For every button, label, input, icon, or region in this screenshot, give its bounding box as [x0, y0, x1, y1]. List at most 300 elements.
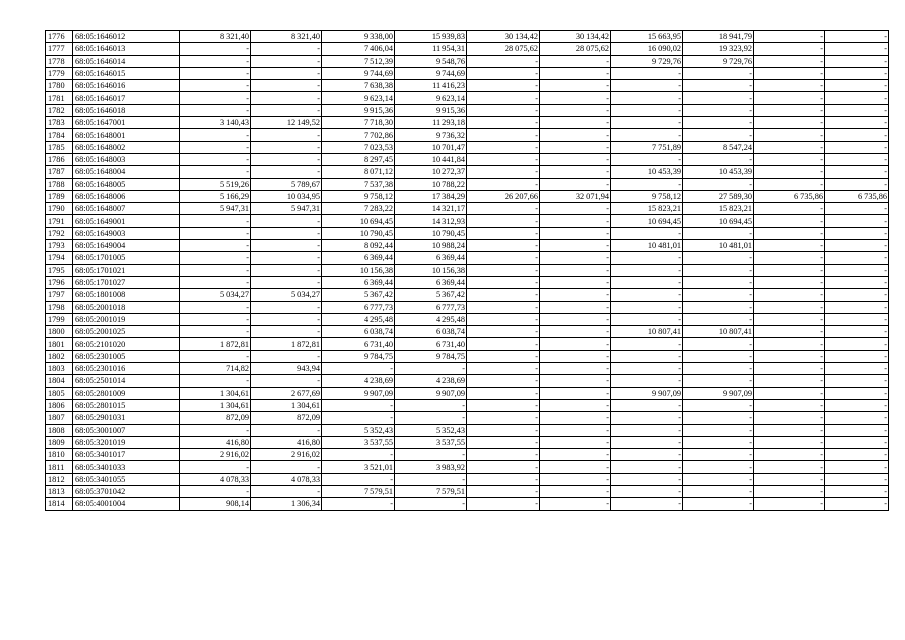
value-cell: -: [251, 424, 322, 436]
value-cell: -: [825, 326, 889, 338]
value-cell: -: [467, 375, 540, 387]
row-number-cell: 1777: [46, 43, 73, 55]
value-cell: 872,09: [251, 412, 322, 424]
cadastral-number-cell: 68:05:2901031: [73, 412, 180, 424]
row-number-cell: 1785: [46, 141, 73, 153]
value-cell: 2 677,69: [251, 387, 322, 399]
value-cell: 10 156,38: [395, 264, 467, 276]
value-cell: 14 312,93: [395, 215, 467, 227]
value-cell: -: [180, 227, 251, 239]
value-cell: -: [467, 117, 540, 129]
value-cell: -: [683, 424, 754, 436]
value-cell: -: [180, 485, 251, 497]
value-cell: 2 916,02: [180, 449, 251, 461]
table-row: [46, 485, 889, 497]
value-cell: 9 907,09: [611, 387, 683, 399]
value-cell: -: [540, 203, 611, 215]
value-cell: 5 367,42: [395, 289, 467, 301]
value-cell: -: [251, 252, 322, 264]
value-cell: -: [180, 80, 251, 92]
value-cell: -: [251, 67, 322, 79]
row-number-cell: 1782: [46, 104, 73, 116]
value-cell: 17 384,29: [395, 190, 467, 202]
table-row: [46, 67, 889, 79]
value-cell: -: [180, 141, 251, 153]
value-cell: -: [467, 387, 540, 399]
row-number-cell: 1795: [46, 264, 73, 276]
value-cell: -: [611, 153, 683, 165]
value-cell: -: [683, 227, 754, 239]
value-cell: -: [540, 424, 611, 436]
value-cell: -: [683, 485, 754, 497]
cadastral-number-cell: 68:05:1646012: [73, 31, 180, 43]
value-cell: 10 481,01: [683, 240, 754, 252]
value-cell: -: [611, 436, 683, 448]
table-row: [46, 215, 889, 227]
value-cell: -: [251, 55, 322, 67]
value-cell: 10 807,41: [611, 326, 683, 338]
row-number-cell: 1813: [46, 485, 73, 497]
row-number-cell: 1793: [46, 240, 73, 252]
value-cell: -: [611, 252, 683, 264]
value-cell: -: [825, 436, 889, 448]
value-cell: -: [825, 141, 889, 153]
table-row: [46, 412, 889, 424]
cadastral-number-cell: 68:05:2001018: [73, 301, 180, 313]
value-cell: -: [754, 80, 825, 92]
value-cell: -: [611, 399, 683, 411]
value-cell: -: [180, 166, 251, 178]
value-cell: -: [467, 485, 540, 497]
value-cell: -: [540, 92, 611, 104]
value-cell: -: [467, 301, 540, 313]
value-cell: -: [540, 240, 611, 252]
value-cell: 5 789,67: [251, 178, 322, 190]
value-cell: 6 369,44: [395, 276, 467, 288]
value-cell: -: [683, 473, 754, 485]
value-cell: 6 777,73: [395, 301, 467, 313]
value-cell: -: [467, 326, 540, 338]
value-cell: -: [467, 252, 540, 264]
value-cell: -: [467, 313, 540, 325]
value-cell: 4 078,33: [251, 473, 322, 485]
value-cell: -: [540, 485, 611, 497]
value-cell: 15 939,83: [395, 31, 467, 43]
value-cell: 10 694,45: [322, 215, 395, 227]
value-cell: 4 295,48: [395, 313, 467, 325]
value-cell: -: [611, 276, 683, 288]
cadastral-number-cell: 68:05:2001019: [73, 313, 180, 325]
table-row: [46, 473, 889, 485]
table-row: [46, 227, 889, 239]
row-number-cell: 1812: [46, 473, 73, 485]
value-cell: -: [825, 399, 889, 411]
value-cell: -: [611, 461, 683, 473]
value-cell: -: [825, 55, 889, 67]
value-cell: -: [467, 350, 540, 362]
value-cell: -: [251, 227, 322, 239]
value-cell: -: [540, 313, 611, 325]
value-cell: -: [251, 104, 322, 116]
value-cell: -: [251, 326, 322, 338]
cadastral-number-cell: 68:05:2801009: [73, 387, 180, 399]
value-cell: -: [611, 227, 683, 239]
value-cell: -: [683, 498, 754, 510]
value-cell: -: [683, 67, 754, 79]
value-cell: 10 453,39: [683, 166, 754, 178]
value-cell: 1 306,34: [251, 498, 322, 510]
value-cell: -: [825, 313, 889, 325]
value-cell: 14 321,17: [395, 203, 467, 215]
value-cell: -: [754, 350, 825, 362]
value-cell: 7 512,39: [322, 55, 395, 67]
table-row: [46, 399, 889, 411]
value-cell: -: [251, 153, 322, 165]
value-cell: -: [754, 203, 825, 215]
value-cell: 5 519,26: [180, 178, 251, 190]
value-cell: 9 623,14: [322, 92, 395, 104]
value-cell: -: [825, 203, 889, 215]
cadastral-number-cell: 68:05:3701042: [73, 485, 180, 497]
value-cell: -: [825, 92, 889, 104]
value-cell: -: [754, 412, 825, 424]
value-cell: -: [683, 289, 754, 301]
value-cell: -: [611, 412, 683, 424]
value-cell: 5 947,31: [180, 203, 251, 215]
row-number-cell: 1799: [46, 313, 73, 325]
value-cell: -: [683, 461, 754, 473]
value-cell: -: [611, 129, 683, 141]
value-cell: -: [754, 498, 825, 510]
value-cell: -: [754, 215, 825, 227]
value-cell: -: [395, 473, 467, 485]
table-row: [46, 301, 889, 313]
value-cell: -: [540, 326, 611, 338]
value-cell: 2 916,02: [251, 449, 322, 461]
value-cell: 8 321,40: [251, 31, 322, 43]
row-number-cell: 1811: [46, 461, 73, 473]
value-cell: -: [825, 350, 889, 362]
value-cell: -: [540, 80, 611, 92]
value-cell: -: [754, 55, 825, 67]
value-cell: 6 369,44: [322, 252, 395, 264]
value-cell: -: [467, 473, 540, 485]
value-cell: 10 807,41: [683, 326, 754, 338]
value-cell: 1 304,61: [180, 387, 251, 399]
value-cell: -: [540, 227, 611, 239]
value-cell: -: [825, 387, 889, 399]
value-cell: -: [754, 153, 825, 165]
cadastral-number-cell: 68:05:1646016: [73, 80, 180, 92]
cadastral-number-cell: 68:05:1646015: [73, 67, 180, 79]
value-cell: 3 983,92: [395, 461, 467, 473]
value-cell: -: [754, 276, 825, 288]
row-number-cell: 1805: [46, 387, 73, 399]
cadastral-number-cell: 68:05:1701005: [73, 252, 180, 264]
cadastral-number-cell: 68:05:3401033: [73, 461, 180, 473]
value-cell: -: [467, 338, 540, 350]
value-cell: -: [825, 485, 889, 497]
table-row: [46, 240, 889, 252]
value-cell: -: [683, 399, 754, 411]
value-cell: 7 718,30: [322, 117, 395, 129]
value-cell: 30 134,42: [540, 31, 611, 43]
value-cell: -: [540, 412, 611, 424]
value-cell: 11 293,18: [395, 117, 467, 129]
value-cell: 16 090,02: [611, 43, 683, 55]
value-cell: -: [540, 141, 611, 153]
value-cell: 15 663,95: [611, 31, 683, 43]
value-cell: -: [611, 104, 683, 116]
value-cell: 1 304,61: [180, 399, 251, 411]
value-cell: -: [754, 326, 825, 338]
value-cell: 1 872,81: [251, 338, 322, 350]
value-cell: -: [395, 498, 467, 510]
value-cell: 5 166,29: [180, 190, 251, 202]
value-cell: -: [611, 67, 683, 79]
cadastral-number-cell: 68:05:3201019: [73, 436, 180, 448]
row-number-cell: 1784: [46, 129, 73, 141]
value-cell: -: [467, 92, 540, 104]
row-number-cell: 1781: [46, 92, 73, 104]
row-number-cell: 1778: [46, 55, 73, 67]
value-cell: 9 729,76: [683, 55, 754, 67]
value-cell: 4 078,33: [180, 473, 251, 485]
value-cell: -: [825, 498, 889, 510]
value-cell: -: [754, 178, 825, 190]
value-cell: -: [683, 80, 754, 92]
value-cell: -: [825, 276, 889, 288]
value-cell: -: [825, 215, 889, 227]
value-cell: -: [467, 215, 540, 227]
value-cell: -: [467, 80, 540, 92]
value-cell: 7 638,38: [322, 80, 395, 92]
row-number-cell: 1786: [46, 153, 73, 165]
table-row: [46, 313, 889, 325]
row-number-cell: 1789: [46, 190, 73, 202]
value-cell: -: [251, 264, 322, 276]
value-cell: -: [540, 473, 611, 485]
table-row: [46, 203, 889, 215]
value-cell: 9 907,09: [395, 387, 467, 399]
value-cell: -: [754, 363, 825, 375]
value-cell: -: [467, 55, 540, 67]
value-cell: -: [467, 461, 540, 473]
value-cell: -: [251, 276, 322, 288]
row-number-cell: 1804: [46, 375, 73, 387]
value-cell: 908,14: [180, 498, 251, 510]
value-cell: 10 453,39: [611, 166, 683, 178]
value-cell: -: [251, 215, 322, 227]
table-row: [46, 43, 889, 55]
value-cell: -: [754, 461, 825, 473]
cadastral-number-cell: 68:05:1648004: [73, 166, 180, 178]
table-row: [46, 350, 889, 362]
table-row: [46, 129, 889, 141]
value-cell: -: [180, 240, 251, 252]
cadastral-number-cell: 68:05:1648005: [73, 178, 180, 190]
value-cell: -: [540, 375, 611, 387]
cadastral-number-cell: 68:05:2001025: [73, 326, 180, 338]
value-cell: -: [754, 240, 825, 252]
value-cell: -: [611, 264, 683, 276]
table-row: [46, 363, 889, 375]
value-cell: -: [611, 485, 683, 497]
value-cell: 9 907,09: [683, 387, 754, 399]
value-cell: 8 092,44: [322, 240, 395, 252]
value-cell: -: [180, 326, 251, 338]
value-cell: -: [322, 399, 395, 411]
value-cell: -: [251, 43, 322, 55]
value-cell: -: [467, 178, 540, 190]
value-cell: 8 297,45: [322, 153, 395, 165]
value-cell: 9 623,14: [395, 92, 467, 104]
value-cell: 8 321,40: [180, 31, 251, 43]
value-cell: -: [540, 264, 611, 276]
value-cell: -: [467, 104, 540, 116]
value-cell: 10 156,38: [322, 264, 395, 276]
value-cell: 6 369,44: [322, 276, 395, 288]
value-cell: -: [180, 252, 251, 264]
value-cell: -: [180, 276, 251, 288]
row-number-cell: 1780: [46, 80, 73, 92]
row-number-cell: 1814: [46, 498, 73, 510]
value-cell: 943,94: [251, 363, 322, 375]
value-cell: -: [754, 449, 825, 461]
row-number-cell: 1790: [46, 203, 73, 215]
value-cell: -: [754, 485, 825, 497]
value-cell: -: [683, 117, 754, 129]
value-cell: -: [540, 153, 611, 165]
value-cell: -: [540, 399, 611, 411]
value-cell: -: [611, 92, 683, 104]
value-cell: 3 537,55: [395, 436, 467, 448]
value-cell: -: [683, 350, 754, 362]
cadastral-number-cell: 68:05:1646013: [73, 43, 180, 55]
value-cell: 714,82: [180, 363, 251, 375]
row-number-cell: 1806: [46, 399, 73, 411]
cadastral-number-cell: 68:05:1649003: [73, 227, 180, 239]
value-cell: -: [683, 436, 754, 448]
value-cell: -: [322, 412, 395, 424]
value-cell: -: [467, 240, 540, 252]
value-cell: -: [467, 399, 540, 411]
value-cell: -: [467, 363, 540, 375]
value-cell: 10 481,01: [611, 240, 683, 252]
value-cell: 10 988,24: [395, 240, 467, 252]
value-cell: -: [180, 55, 251, 67]
value-cell: 1 304,61: [251, 399, 322, 411]
value-cell: -: [611, 178, 683, 190]
value-cell: 9 729,76: [611, 55, 683, 67]
cadastral-number-cell: 68:05:1649004: [73, 240, 180, 252]
value-cell: -: [540, 178, 611, 190]
value-cell: -: [754, 289, 825, 301]
value-cell: 10 790,45: [395, 227, 467, 239]
table-row: [46, 80, 889, 92]
value-cell: 5 367,42: [322, 289, 395, 301]
value-cell: -: [825, 363, 889, 375]
cadastral-number-cell: 68:05:2301005: [73, 350, 180, 362]
table-row: [46, 338, 889, 350]
value-cell: 7 283,22: [322, 203, 395, 215]
cadastral-number-cell: 68:05:1648006: [73, 190, 180, 202]
value-cell: 5 947,31: [251, 203, 322, 215]
value-cell: -: [322, 363, 395, 375]
cadastral-number-cell: 68:05:1647001: [73, 117, 180, 129]
value-cell: 10 441,84: [395, 153, 467, 165]
value-cell: 9 736,32: [395, 129, 467, 141]
value-cell: -: [754, 252, 825, 264]
value-cell: -: [180, 67, 251, 79]
value-cell: -: [251, 141, 322, 153]
value-cell: -: [611, 117, 683, 129]
value-cell: -: [825, 227, 889, 239]
value-cell: -: [754, 67, 825, 79]
value-cell: -: [754, 129, 825, 141]
cadastral-number-cell: 68:05:1648002: [73, 141, 180, 153]
row-number-cell: 1776: [46, 31, 73, 43]
value-cell: -: [754, 104, 825, 116]
value-cell: 9 758,12: [611, 190, 683, 202]
value-cell: -: [825, 240, 889, 252]
table-row: [46, 55, 889, 67]
row-number-cell: 1779: [46, 67, 73, 79]
value-cell: -: [467, 264, 540, 276]
value-cell: -: [251, 375, 322, 387]
value-cell: 6 731,40: [322, 338, 395, 350]
value-cell: -: [683, 363, 754, 375]
value-cell: 10 701,47: [395, 141, 467, 153]
value-cell: -: [322, 473, 395, 485]
value-cell: 5 034,27: [251, 289, 322, 301]
row-number-cell: 1809: [46, 436, 73, 448]
table-row: [46, 436, 889, 448]
value-cell: -: [180, 129, 251, 141]
value-cell: -: [825, 31, 889, 43]
value-cell: 12 149,52: [251, 117, 322, 129]
value-cell: -: [683, 104, 754, 116]
value-cell: -: [611, 375, 683, 387]
value-cell: 6 038,74: [322, 326, 395, 338]
value-cell: -: [611, 338, 683, 350]
value-cell: -: [467, 129, 540, 141]
row-number-cell: 1791: [46, 215, 73, 227]
value-cell: -: [540, 461, 611, 473]
value-cell: 6 731,40: [395, 338, 467, 350]
value-cell: -: [540, 129, 611, 141]
value-cell: 6 369,44: [395, 252, 467, 264]
value-cell: -: [611, 301, 683, 313]
value-cell: -: [611, 363, 683, 375]
value-cell: -: [540, 252, 611, 264]
value-cell: 18 941,79: [683, 31, 754, 43]
cadastral-number-cell: 68:05:1801008: [73, 289, 180, 301]
value-cell: -: [683, 178, 754, 190]
row-number-cell: 1798: [46, 301, 73, 313]
value-cell: 15 823,21: [683, 203, 754, 215]
value-cell: -: [467, 412, 540, 424]
value-cell: -: [251, 461, 322, 473]
value-cell: -: [540, 104, 611, 116]
value-cell: -: [825, 166, 889, 178]
value-cell: 872,09: [180, 412, 251, 424]
cadastral-number-cell: 68:05:3401055: [73, 473, 180, 485]
value-cell: -: [540, 387, 611, 399]
value-cell: -: [611, 289, 683, 301]
value-cell: -: [825, 252, 889, 264]
value-cell: 1 872,81: [180, 338, 251, 350]
